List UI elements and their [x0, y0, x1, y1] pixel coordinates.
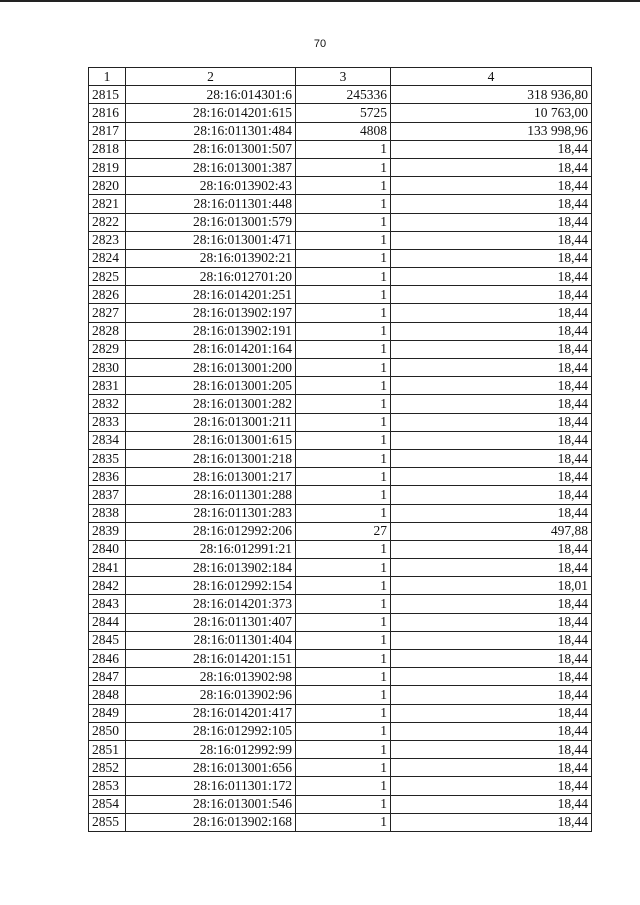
amount-cell: 18,01	[391, 577, 592, 595]
quantity-cell: 1	[296, 359, 391, 377]
row-number-cell: 2851	[89, 740, 126, 758]
quantity-cell: 5725	[296, 104, 391, 122]
quantity-cell: 1	[296, 340, 391, 358]
cadastral-number-cell: 28:16:013001:217	[126, 468, 296, 486]
amount-cell: 18,44	[391, 249, 592, 267]
cadastral-number-cell: 28:16:012992:105	[126, 722, 296, 740]
table-row	[89, 304, 592, 322]
cadastral-number-cell: 28:16:012992:154	[126, 577, 296, 595]
row-number-cell: 2853	[89, 777, 126, 795]
table-row	[89, 140, 592, 158]
table-row	[89, 686, 592, 704]
row-number-cell: 2844	[89, 613, 126, 631]
row-number-cell: 2841	[89, 559, 126, 577]
amount-cell: 18,44	[391, 650, 592, 668]
amount-cell: 18,44	[391, 340, 592, 358]
cadastral-number-cell: 28:16:011301:172	[126, 777, 296, 795]
row-number-cell: 2833	[89, 413, 126, 431]
table-row	[89, 650, 592, 668]
cadastral-number-cell: 28:16:011301:484	[126, 122, 296, 140]
quantity-cell: 1	[296, 158, 391, 176]
amount-cell: 18,44	[391, 431, 592, 449]
table-row	[89, 395, 592, 413]
table-row	[89, 359, 592, 377]
table-row	[89, 595, 592, 613]
cadastral-number-cell: 28:16:013902:98	[126, 668, 296, 686]
amount-cell: 18,44	[391, 359, 592, 377]
amount-cell: 18,44	[391, 395, 592, 413]
row-number-cell: 2838	[89, 504, 126, 522]
row-number-cell: 2815	[89, 86, 126, 104]
table-row	[89, 322, 592, 340]
quantity-cell: 1	[296, 195, 391, 213]
quantity-cell: 1	[296, 504, 391, 522]
row-number-cell: 2821	[89, 195, 126, 213]
quantity-cell: 1	[296, 231, 391, 249]
amount-cell: 18,44	[391, 704, 592, 722]
row-number-cell: 2845	[89, 631, 126, 649]
cadastral-number-cell: 28:16:011301:448	[126, 195, 296, 213]
amount-cell: 18,44	[391, 158, 592, 176]
table-row	[89, 377, 592, 395]
table-row	[89, 740, 592, 758]
row-number-cell: 2830	[89, 359, 126, 377]
table-row	[89, 158, 592, 176]
row-number-cell: 2846	[89, 650, 126, 668]
quantity-cell: 245336	[296, 86, 391, 104]
amount-cell: 18,44	[391, 468, 592, 486]
amount-cell: 18,44	[391, 140, 592, 158]
table-row	[89, 213, 592, 231]
cadastral-number-cell: 28:16:014201:417	[126, 704, 296, 722]
table-row	[89, 122, 592, 140]
table-row	[89, 340, 592, 358]
cadastral-number-cell: 28:16:013902:168	[126, 813, 296, 831]
cadastral-number-cell: 28:16:013001:656	[126, 759, 296, 777]
quantity-cell: 1	[296, 268, 391, 286]
row-number-cell: 2854	[89, 795, 126, 813]
column-header-3: 3	[296, 68, 391, 86]
table-row	[89, 777, 592, 795]
row-number-cell: 2829	[89, 340, 126, 358]
top-border-line	[0, 0, 640, 2]
table-row	[89, 559, 592, 577]
row-number-cell: 2836	[89, 468, 126, 486]
quantity-cell: 1	[296, 449, 391, 467]
quantity-cell: 1	[296, 140, 391, 158]
column-header-2: 2	[126, 68, 296, 86]
amount-cell: 18,44	[391, 322, 592, 340]
amount-cell: 18,44	[391, 631, 592, 649]
table-row	[89, 722, 592, 740]
amount-cell: 18,44	[391, 559, 592, 577]
cadastral-number-cell: 28:16:013001:579	[126, 213, 296, 231]
table-row	[89, 413, 592, 431]
table-body	[89, 86, 592, 832]
quantity-cell: 1	[296, 577, 391, 595]
table-row	[89, 759, 592, 777]
table-row	[89, 577, 592, 595]
table-row	[89, 504, 592, 522]
table-row	[89, 268, 592, 286]
quantity-cell: 1	[296, 431, 391, 449]
cadastral-number-cell: 28:16:011301:283	[126, 504, 296, 522]
table-row	[89, 195, 592, 213]
amount-cell: 18,44	[391, 540, 592, 558]
quantity-cell: 1	[296, 777, 391, 795]
cadastral-number-cell: 28:16:013001:218	[126, 449, 296, 467]
amount-cell: 18,44	[391, 595, 592, 613]
quantity-cell: 1	[296, 395, 391, 413]
quantity-cell: 1	[296, 650, 391, 668]
quantity-cell: 1	[296, 686, 391, 704]
quantity-cell: 1	[296, 740, 391, 758]
cadastral-number-cell: 28:16:011301:288	[126, 486, 296, 504]
quantity-cell: 4808	[296, 122, 391, 140]
amount-cell: 18,44	[391, 777, 592, 795]
row-number-cell: 2847	[89, 668, 126, 686]
table-row	[89, 704, 592, 722]
amount-cell: 18,44	[391, 668, 592, 686]
amount-cell: 18,44	[391, 613, 592, 631]
amount-cell: 18,44	[391, 177, 592, 195]
quantity-cell: 1	[296, 377, 391, 395]
row-number-cell: 2824	[89, 249, 126, 267]
quantity-cell: 1	[296, 559, 391, 577]
amount-cell: 18,44	[391, 813, 592, 831]
row-number-cell: 2831	[89, 377, 126, 395]
row-number-cell: 2839	[89, 522, 126, 540]
row-number-cell: 2822	[89, 213, 126, 231]
cadastral-number-cell: 28:16:014201:373	[126, 595, 296, 613]
row-number-cell: 2855	[89, 813, 126, 831]
quantity-cell: 1	[296, 795, 391, 813]
amount-cell: 18,44	[391, 413, 592, 431]
cadastral-number-cell: 28:16:014201:164	[126, 340, 296, 358]
cadastral-number-cell: 28:16:013001:205	[126, 377, 296, 395]
cadastral-number-cell: 28:16:013902:197	[126, 304, 296, 322]
cadastral-number-cell: 28:16:012991:21	[126, 540, 296, 558]
row-number-cell: 2842	[89, 577, 126, 595]
row-number-cell: 2832	[89, 395, 126, 413]
cadastral-number-cell: 28:16:013902:184	[126, 559, 296, 577]
row-number-cell: 2820	[89, 177, 126, 195]
table-row	[89, 813, 592, 831]
table-row	[89, 795, 592, 813]
row-number-cell: 2819	[89, 158, 126, 176]
quantity-cell: 1	[296, 468, 391, 486]
page-number: 70	[313, 38, 327, 50]
quantity-cell: 1	[296, 213, 391, 231]
table-row	[89, 449, 592, 467]
quantity-cell: 1	[296, 177, 391, 195]
quantity-cell: 1	[296, 613, 391, 631]
cadastral-number-cell: 28:16:014201:251	[126, 286, 296, 304]
row-number-cell: 2848	[89, 686, 126, 704]
amount-cell: 18,44	[391, 504, 592, 522]
land-plot-table	[88, 67, 592, 832]
cadastral-number-cell: 28:16:012701:20	[126, 268, 296, 286]
cadastral-number-cell: 28:16:013001:211	[126, 413, 296, 431]
row-number-cell: 2825	[89, 268, 126, 286]
table-header-row	[89, 68, 592, 86]
cadastral-number-cell: 28:16:013902:96	[126, 686, 296, 704]
row-number-cell: 2852	[89, 759, 126, 777]
row-number-cell: 2818	[89, 140, 126, 158]
cadastral-number-cell: 28:16:012992:99	[126, 740, 296, 758]
quantity-cell: 1	[296, 249, 391, 267]
quantity-cell: 1	[296, 413, 391, 431]
quantity-cell: 1	[296, 722, 391, 740]
cadastral-number-cell: 28:16:014201:615	[126, 104, 296, 122]
amount-cell: 18,44	[391, 740, 592, 758]
amount-cell: 18,44	[391, 195, 592, 213]
quantity-cell: 1	[296, 595, 391, 613]
cadastral-number-cell: 28:16:013001:507	[126, 140, 296, 158]
row-number-cell: 2834	[89, 431, 126, 449]
row-number-cell: 2823	[89, 231, 126, 249]
quantity-cell: 1	[296, 540, 391, 558]
amount-cell: 18,44	[391, 213, 592, 231]
quantity-cell: 1	[296, 486, 391, 504]
row-number-cell: 2827	[89, 304, 126, 322]
table-row	[89, 540, 592, 558]
row-number-cell: 2828	[89, 322, 126, 340]
table-row	[89, 231, 592, 249]
table-row	[89, 431, 592, 449]
table-row	[89, 468, 592, 486]
row-number-cell: 2843	[89, 595, 126, 613]
amount-cell: 18,44	[391, 486, 592, 504]
quantity-cell: 1	[296, 286, 391, 304]
cadastral-number-cell: 28:16:014301:6	[126, 86, 296, 104]
quantity-cell: 1	[296, 813, 391, 831]
amount-cell: 18,44	[391, 759, 592, 777]
row-number-cell: 2840	[89, 540, 126, 558]
cadastral-number-cell: 28:16:013001:387	[126, 158, 296, 176]
row-number-cell: 2849	[89, 704, 126, 722]
cadastral-number-cell: 28:16:013902:21	[126, 249, 296, 267]
amount-cell: 18,44	[391, 686, 592, 704]
amount-cell: 133 998,96	[391, 122, 592, 140]
cadastral-number-cell: 28:16:013902:43	[126, 177, 296, 195]
quantity-cell: 1	[296, 668, 391, 686]
row-number-cell: 2837	[89, 486, 126, 504]
cadastral-number-cell: 28:16:013001:200	[126, 359, 296, 377]
amount-cell: 18,44	[391, 231, 592, 249]
row-number-cell: 2835	[89, 449, 126, 467]
quantity-cell: 1	[296, 631, 391, 649]
table-row	[89, 249, 592, 267]
amount-cell: 18,44	[391, 377, 592, 395]
amount-cell: 497,88	[391, 522, 592, 540]
table-row	[89, 631, 592, 649]
cadastral-number-cell: 28:16:013001:615	[126, 431, 296, 449]
amount-cell: 318 936,80	[391, 86, 592, 104]
cadastral-number-cell: 28:16:014201:151	[126, 650, 296, 668]
quantity-cell: 1	[296, 322, 391, 340]
quantity-cell: 27	[296, 522, 391, 540]
table-row	[89, 86, 592, 104]
table-row	[89, 486, 592, 504]
row-number-cell: 2816	[89, 104, 126, 122]
quantity-cell: 1	[296, 759, 391, 777]
cadastral-number-cell: 28:16:011301:407	[126, 613, 296, 631]
column-header-4: 4	[391, 68, 592, 86]
cadastral-number-cell: 28:16:013902:191	[126, 322, 296, 340]
amount-cell: 18,44	[391, 722, 592, 740]
cadastral-number-cell: 28:16:012992:206	[126, 522, 296, 540]
table-row	[89, 104, 592, 122]
cadastral-number-cell: 28:16:011301:404	[126, 631, 296, 649]
cadastral-number-cell: 28:16:013001:546	[126, 795, 296, 813]
amount-cell: 18,44	[391, 449, 592, 467]
row-number-cell: 2850	[89, 722, 126, 740]
table-row	[89, 286, 592, 304]
quantity-cell: 1	[296, 304, 391, 322]
cadastral-number-cell: 28:16:013001:471	[126, 231, 296, 249]
amount-cell: 18,44	[391, 304, 592, 322]
quantity-cell: 1	[296, 704, 391, 722]
table-row	[89, 668, 592, 686]
table-row	[89, 177, 592, 195]
row-number-cell: 2817	[89, 122, 126, 140]
amount-cell: 18,44	[391, 286, 592, 304]
amount-cell: 18,44	[391, 268, 592, 286]
table-row	[89, 613, 592, 631]
amount-cell: 18,44	[391, 795, 592, 813]
table-row	[89, 522, 592, 540]
row-number-cell: 2826	[89, 286, 126, 304]
cadastral-number-cell: 28:16:013001:282	[126, 395, 296, 413]
amount-cell: 10 763,00	[391, 104, 592, 122]
column-header-1: 1	[89, 68, 126, 86]
